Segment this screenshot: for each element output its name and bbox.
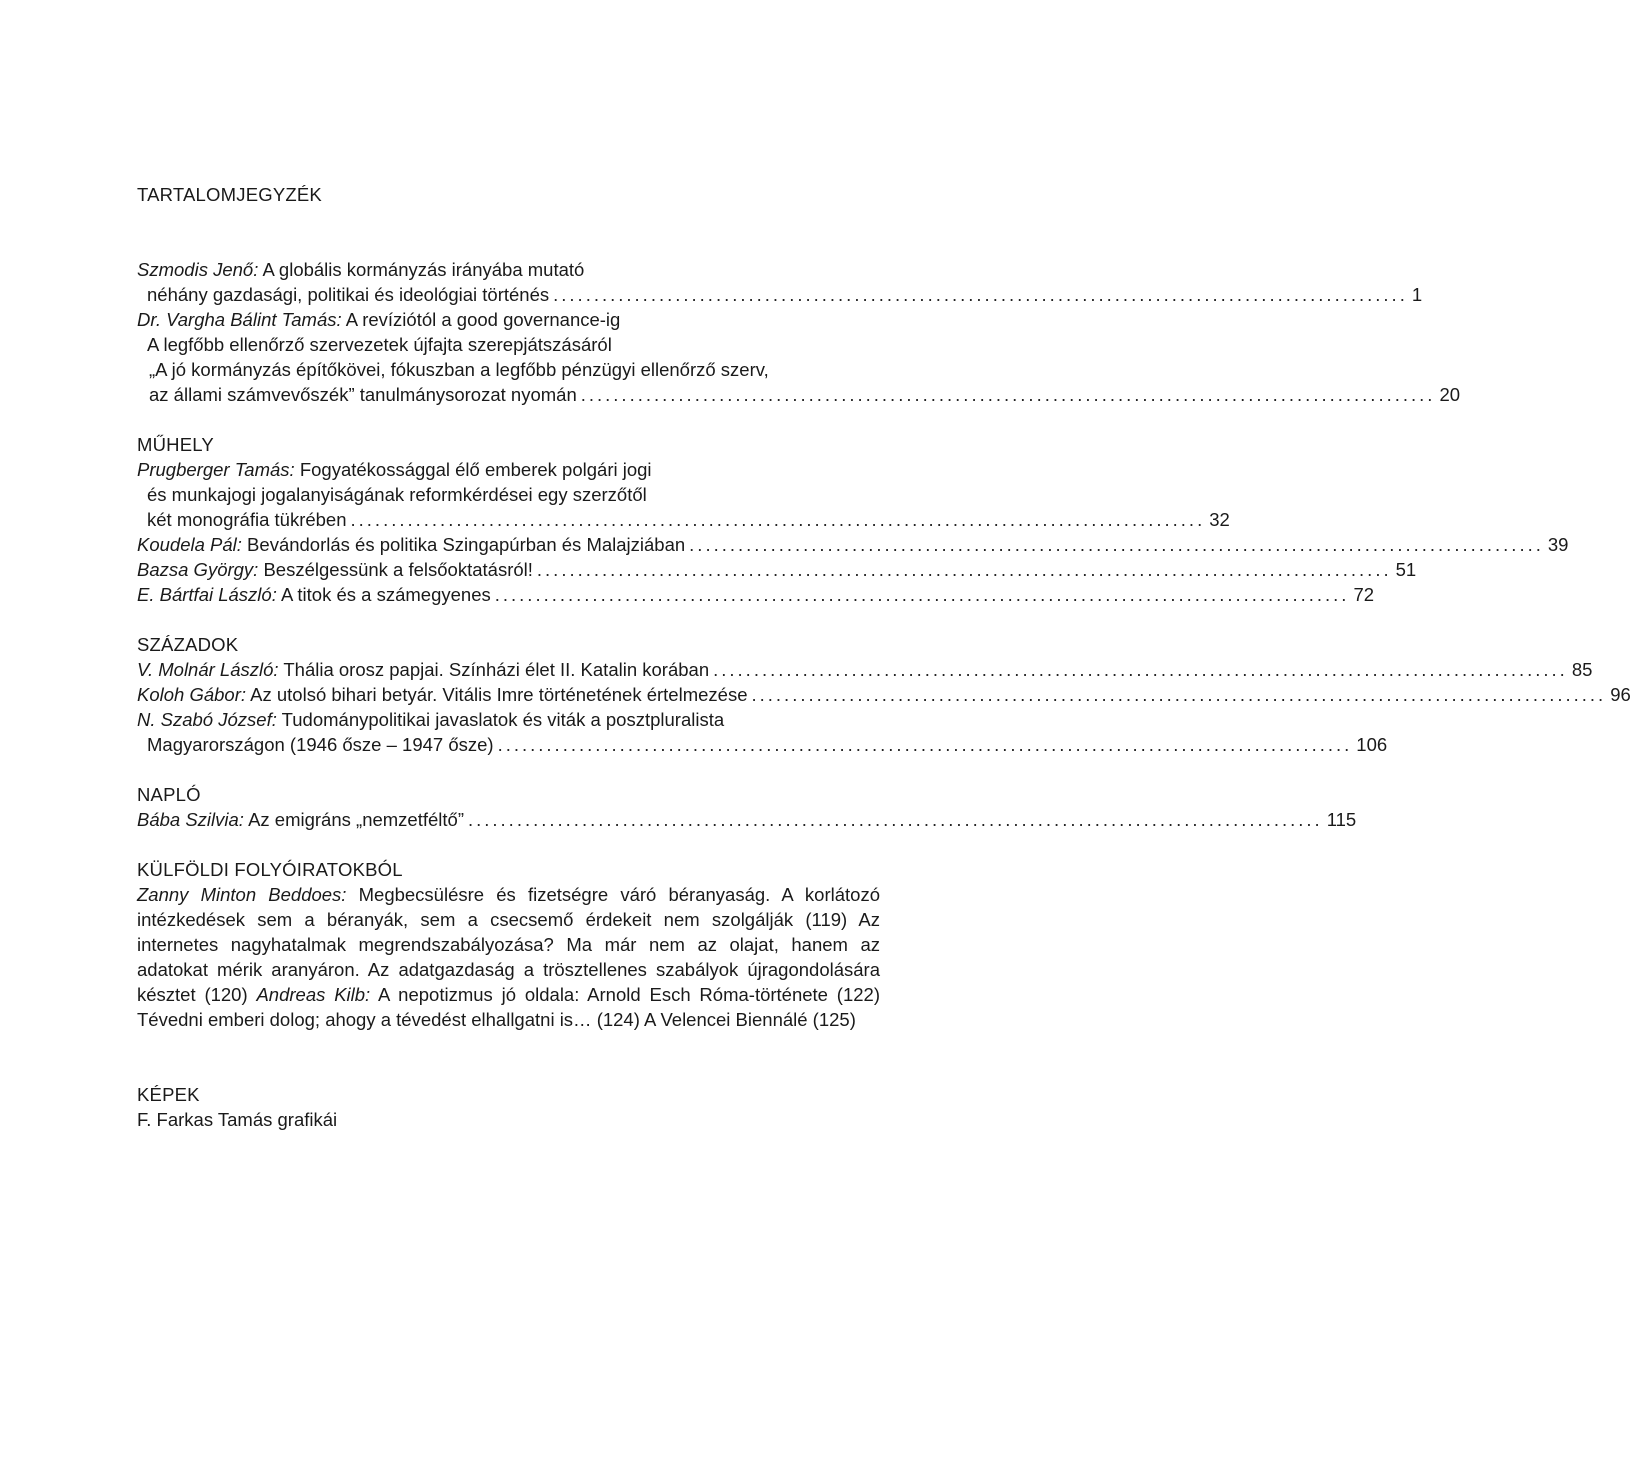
entry-title: Thália orosz papjai. Színházi élet II. Katalin korában	[278, 659, 710, 680]
page-number: 20	[1439, 384, 1461, 405]
toc-entry-lead	[137, 532, 1569, 557]
dot-leader: .........................................................................................................	[689, 534, 1544, 555]
page-title: TARTALOMJEGYZÉK	[137, 184, 322, 205]
section-heading: KÉPEK	[137, 1084, 200, 1105]
dot-leader: .........................................................................................................	[467, 809, 1323, 830]
page-number: 96	[1610, 684, 1631, 705]
section-heading: SZÁZADOK	[137, 634, 239, 655]
toc-entry-lead	[137, 507, 1230, 532]
page-number: 85	[1571, 659, 1593, 680]
page-number: 39	[1547, 534, 1569, 555]
entry-title-cont: két monográfia tükrében	[147, 509, 347, 530]
entry-title: A globális kormányzás irányába mutató	[258, 259, 585, 280]
page-number: 1	[1411, 284, 1423, 305]
entry-author: Bába Szilvia:	[137, 809, 244, 830]
dot-leader: .........................................................................................................	[713, 659, 1568, 680]
section-heading: KÜLFÖLDI FOLYÓIRATOKBÓL	[137, 859, 403, 880]
toc-entry	[137, 257, 880, 282]
page-number: 106	[1356, 734, 1388, 755]
entry-author: Szmodis Jenő:	[137, 259, 259, 280]
entry-title: Az utolsó bihari betyár. Vitális Imre történetének értelmezése	[246, 684, 748, 705]
section-heading: MŰHELY	[137, 434, 214, 455]
paragraph-text: Megbecsülésre és fizetségre váró béranyaság. A korlátozó intézkedések sem a béranyák, sem a csecsemő érdekeit nem szolgálják (119) Az internetes nagyhatalmak megrendszabályozása? Ma már nem az olajat, hanem az adatokat mérik aranyáron. Az adatgazdaság a trösztellenes szabályok újragondolására késztet (120)	[137, 884, 880, 1005]
dot-leader: .........................................................................................................	[580, 384, 1436, 405]
toc-entry	[137, 707, 880, 732]
entry-author: N. Szabó József:	[137, 709, 277, 730]
entry-title: Beszélgessünk a felsőoktatásról!	[258, 559, 533, 580]
section-heading: NAPLÓ	[137, 784, 201, 805]
entry-author: Koloh Gábor:	[137, 684, 247, 705]
entry-title: A titok és a számegyenes	[276, 584, 491, 605]
page-number: 51	[1395, 559, 1417, 580]
toc-entry-lead	[137, 582, 1375, 607]
images-credit: F. Farkas Tamás grafikái	[137, 1109, 338, 1130]
entry-title: Fogyatékossággal élő emberek polgári jogi	[294, 459, 652, 480]
page-number: 32	[1209, 509, 1230, 530]
dot-leader: .........................................................................................................	[350, 509, 1206, 530]
entry-title: Bevándorlás és politika Szingapúrban és Malajziában	[241, 534, 686, 555]
entry-title-cont: néhány gazdasági, politikai és ideológiai történés	[147, 284, 550, 305]
paragraph-text: A nepotizmus jó oldala: Arnold Esch Róma-története (122) Tévedni emberi dolog; ahogy a tévedést elhallgatni is… (124) A Velencei Biennálé (125)	[137, 984, 880, 1030]
entry-title: Az emigráns „nemzetféltő”	[243, 809, 464, 830]
toc-entry-lead	[137, 557, 1417, 582]
entry-author: Andreas Kilb:	[256, 984, 371, 1005]
entry-title: Tudománypolitikai javaslatok és viták a posztpluralista	[276, 709, 725, 730]
toc-entry-lead	[137, 382, 1461, 407]
entry-title-cont: A legfőbb ellenőrző szervezetek újfajta szerepjátszásáról	[147, 334, 612, 355]
toc-entry	[137, 307, 880, 332]
entry-author: E. Bártfai László:	[137, 584, 277, 605]
page-number: 72	[1353, 584, 1375, 605]
page-number: 115	[1326, 809, 1357, 830]
entry-author: Koudela Pál:	[137, 534, 242, 555]
toc-entry-lead	[137, 282, 1423, 307]
entry-title-cont: az állami számvevőszék” tanulmánysorozat nyomán	[149, 384, 577, 405]
dot-leader: .........................................................................................................	[497, 734, 1353, 755]
entry-author: Prugberger Tamás:	[137, 459, 295, 480]
entry-author: Bazsa György:	[137, 559, 259, 580]
toc-entry-lead	[137, 807, 1357, 832]
dot-leader: .........................................................................................................	[751, 684, 1607, 705]
toc-entry-lead	[137, 682, 1631, 707]
entry-author: Dr. Vargha Bálint Tamás:	[137, 309, 342, 330]
entry-author: Zanny Minton Beddoes:	[137, 884, 347, 905]
toc-entry-lead	[137, 657, 1593, 682]
dot-leader: .........................................................................................................	[536, 559, 1392, 580]
entry-title-cont: „A jó kormányzás építőkövei, fókuszban a legfőbb pénzügyi ellenőrző szerv,	[149, 359, 769, 380]
toc-entry-lead	[137, 732, 1388, 757]
dot-leader: .........................................................................................................	[553, 284, 1408, 305]
entry-title-cont: Magyarországon (1946 ősze – 1947 ősze)	[147, 734, 494, 755]
entry-author: V. Molnár László:	[137, 659, 279, 680]
entry-title-cont: és munkajogi jogalanyiságának reformkérdései egy szerzőtől	[147, 484, 647, 505]
toc-entry	[137, 457, 880, 482]
table-of-contents	[137, 182, 1631, 1132]
entry-title: A revíziótól a good governance-ig	[341, 309, 621, 330]
dot-leader: .........................................................................................................	[494, 584, 1350, 605]
foreign-journals-paragraph	[137, 882, 880, 1032]
